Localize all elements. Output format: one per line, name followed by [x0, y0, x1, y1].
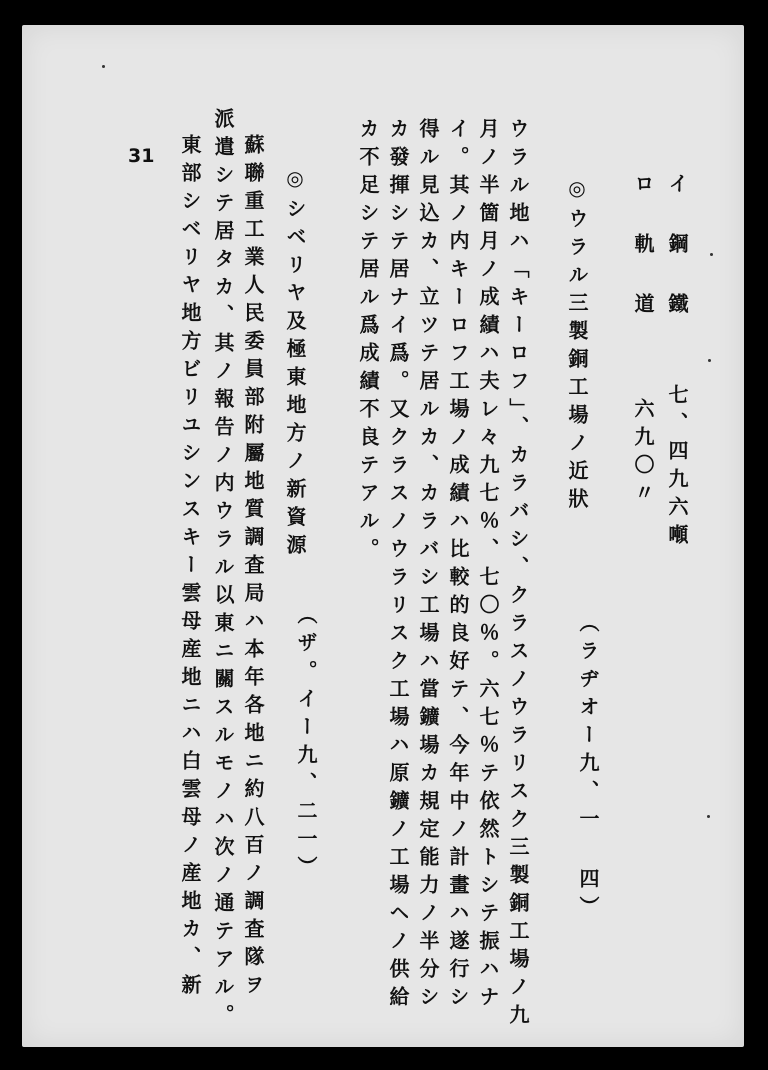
body-line: カ發揮シテ居ナイ爲。又クラスノウラリスク工場ハ原鑛ノ工場ヘノ供給: [386, 118, 410, 1014]
section-source: （ラヂオー九、一 四）: [576, 612, 600, 924]
header-item-label: ロ 軌 道: [631, 173, 655, 321]
header-item-label: イ 鋼 鐵: [665, 173, 689, 321]
header-item-value: 七、四九六噸: [665, 384, 689, 552]
scan-speck: [710, 253, 713, 256]
scan-speck: [708, 359, 711, 362]
body-line: イ。其ノ内キーロフ工場ノ成績ハ比較的良好テ、今年中ノ計畫ハ遂行シ: [446, 118, 470, 1014]
body-line: 蘇聯重工業人民委員部附屬地質調査局ハ本年各地ニ約八百ノ調査隊ヲ: [241, 134, 265, 1002]
scan-speck: [707, 815, 710, 818]
page-number: 31: [128, 145, 155, 167]
section-title: ◎ウラル三製銅工場ノ近狀: [565, 176, 589, 516]
body-line: 月ノ半箇月ノ成績ハ夫レ々九七％、七〇％。六七％テ依然トシテ振ハナ: [476, 118, 500, 1014]
section-title: ◎シベリヤ及極東地方ノ新資源: [283, 166, 307, 562]
body-line: 得ル見込カ、立ツテ居ルカ、カラバシ工場ハ當鑛場カ規定能力ノ半分シ: [416, 118, 440, 1014]
section-source: （ザ。イー九、二一）: [294, 604, 318, 884]
scan-speck: [102, 65, 105, 68]
body-line: 東部シベリヤ地方ビリユシンスキー雲母産地ニハ白雲母ノ産地カ、新: [178, 134, 202, 1002]
body-line: ウラル地ハ「キーロフ」、カラバシ、クラスノウラリスク三製銅工場ノ九: [506, 118, 530, 1032]
header-item-value: 六九〇〃: [631, 398, 655, 510]
body-line: カ不足シテ居ル爲成績不良テアル。: [356, 118, 380, 566]
body-line: 派遣シテ居タカ、其ノ報告ノ内ウラル以東ニ關スルモノハ次ノ通テアル。: [211, 108, 235, 1032]
